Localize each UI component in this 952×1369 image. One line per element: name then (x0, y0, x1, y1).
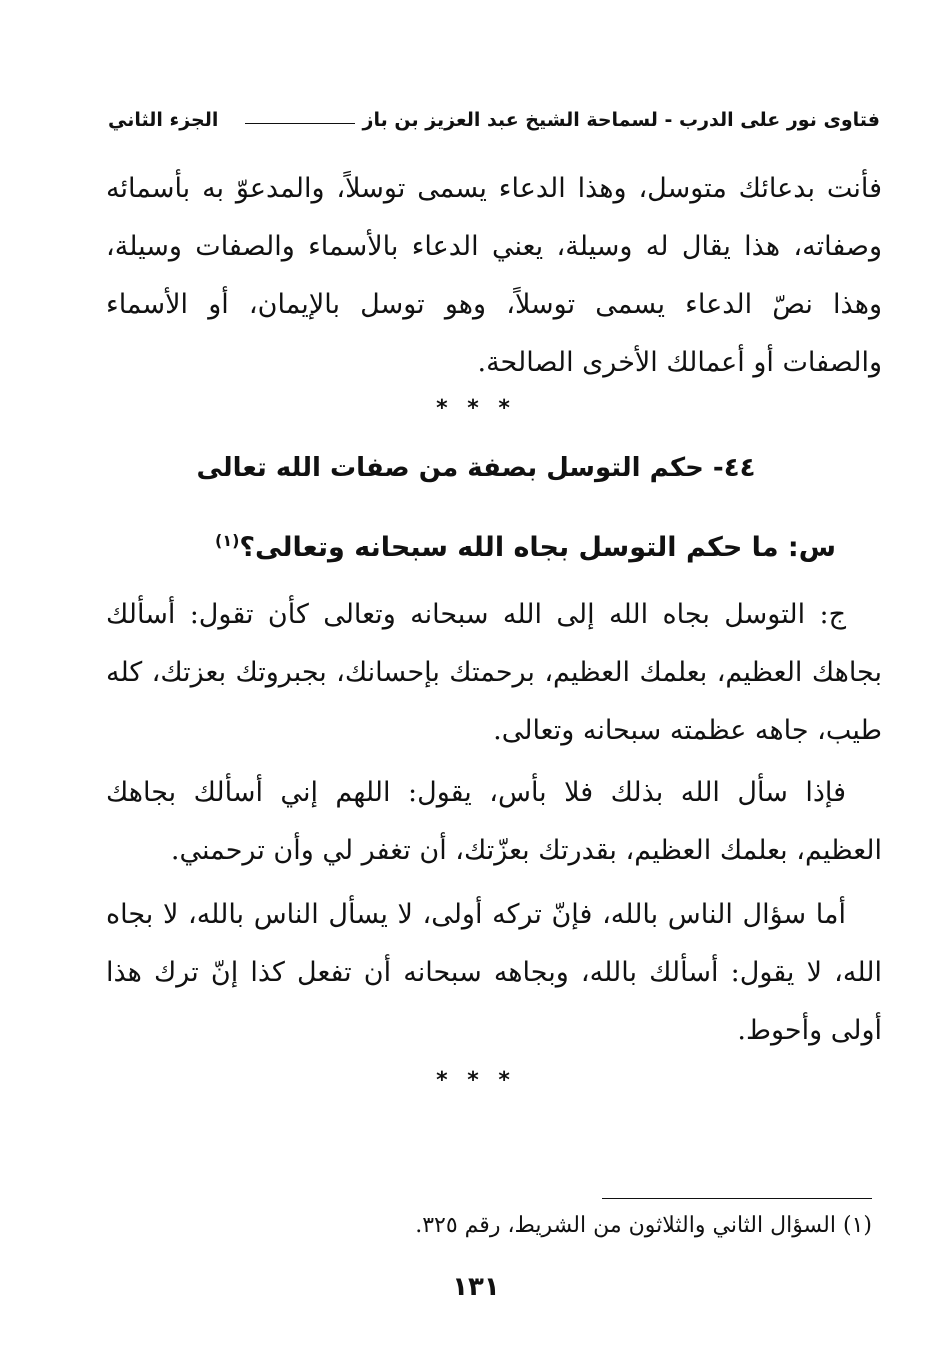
paragraph-intro: فأنت بدعائك متوسل، وهذا الدعاء يسمى توسلاً، والمدعوّ به بأسمائه وصفاته، هذا يقال له وسيلة، يعني الدعاء بالأسماء والصفات وسيلة، وهذا نصّ الدعاء يسمى توسلاً، وهو توسل بالإيمان، أو الأسماء والصفات أو أعمالك الأخرى الصالحة. (106, 173, 882, 378)
page-number: ١٣١ (452, 1272, 500, 1302)
footnote-reference: (١) (215, 531, 240, 550)
header-part-label: الجزء الثاني (108, 109, 219, 131)
answer-text: ج: التوسل بجاه الله إلى الله سبحانه وتعالى كأن تقول: أسألك بجاهك العظيم، بعلمك العظيم، برحمتك بإحسانك، بجبروتك بعزتك، كله طيب، جاهه عظمته سبحانه وتعالى. (106, 599, 882, 746)
question-text: س: ما حكم التوسل بجاه الله سبحانه وتعالى؟ (239, 532, 836, 563)
header-book-title: فتاوى نور على الدرب - لسماحة الشيخ عبد العزيز بن باز (362, 109, 880, 131)
section-separator-end: * * * (436, 1068, 516, 1093)
section-separator: * * * (436, 396, 516, 421)
answer-paragraph (106, 586, 882, 760)
footnote-divider (602, 1198, 872, 1199)
header-rule (245, 123, 355, 124)
section-heading: ٤٤- حكم التوسل بصفة من صفات الله تعالى (196, 453, 756, 483)
paragraph-text: فإذا سأل الله بذلك فلا بأس، يقول: اللهم إني أسألك بجاهك العظيم، بعلمك العظيم، بقدرتك بعزّتك، أن تغفر لي وأن ترحمني. (106, 777, 882, 866)
question (106, 516, 836, 573)
paragraph-text: أما سؤال الناس بالله، فإنّ تركه أولى، لا يسأل الناس بالله، لا بجاه الله، لا يقول: أسألك بالله، وبجاهه سبحانه أن تفعل كذا إنّ ترك هذا أولى وأحوط. (106, 899, 882, 1046)
paragraph-asking-by-attributes (106, 764, 882, 880)
running-header (108, 100, 880, 140)
paragraph-asking-people (106, 886, 882, 1060)
footnote: (١) السؤال الثاني والثلاثون من الشريط، رقم ٣٢٥. (415, 1213, 872, 1238)
